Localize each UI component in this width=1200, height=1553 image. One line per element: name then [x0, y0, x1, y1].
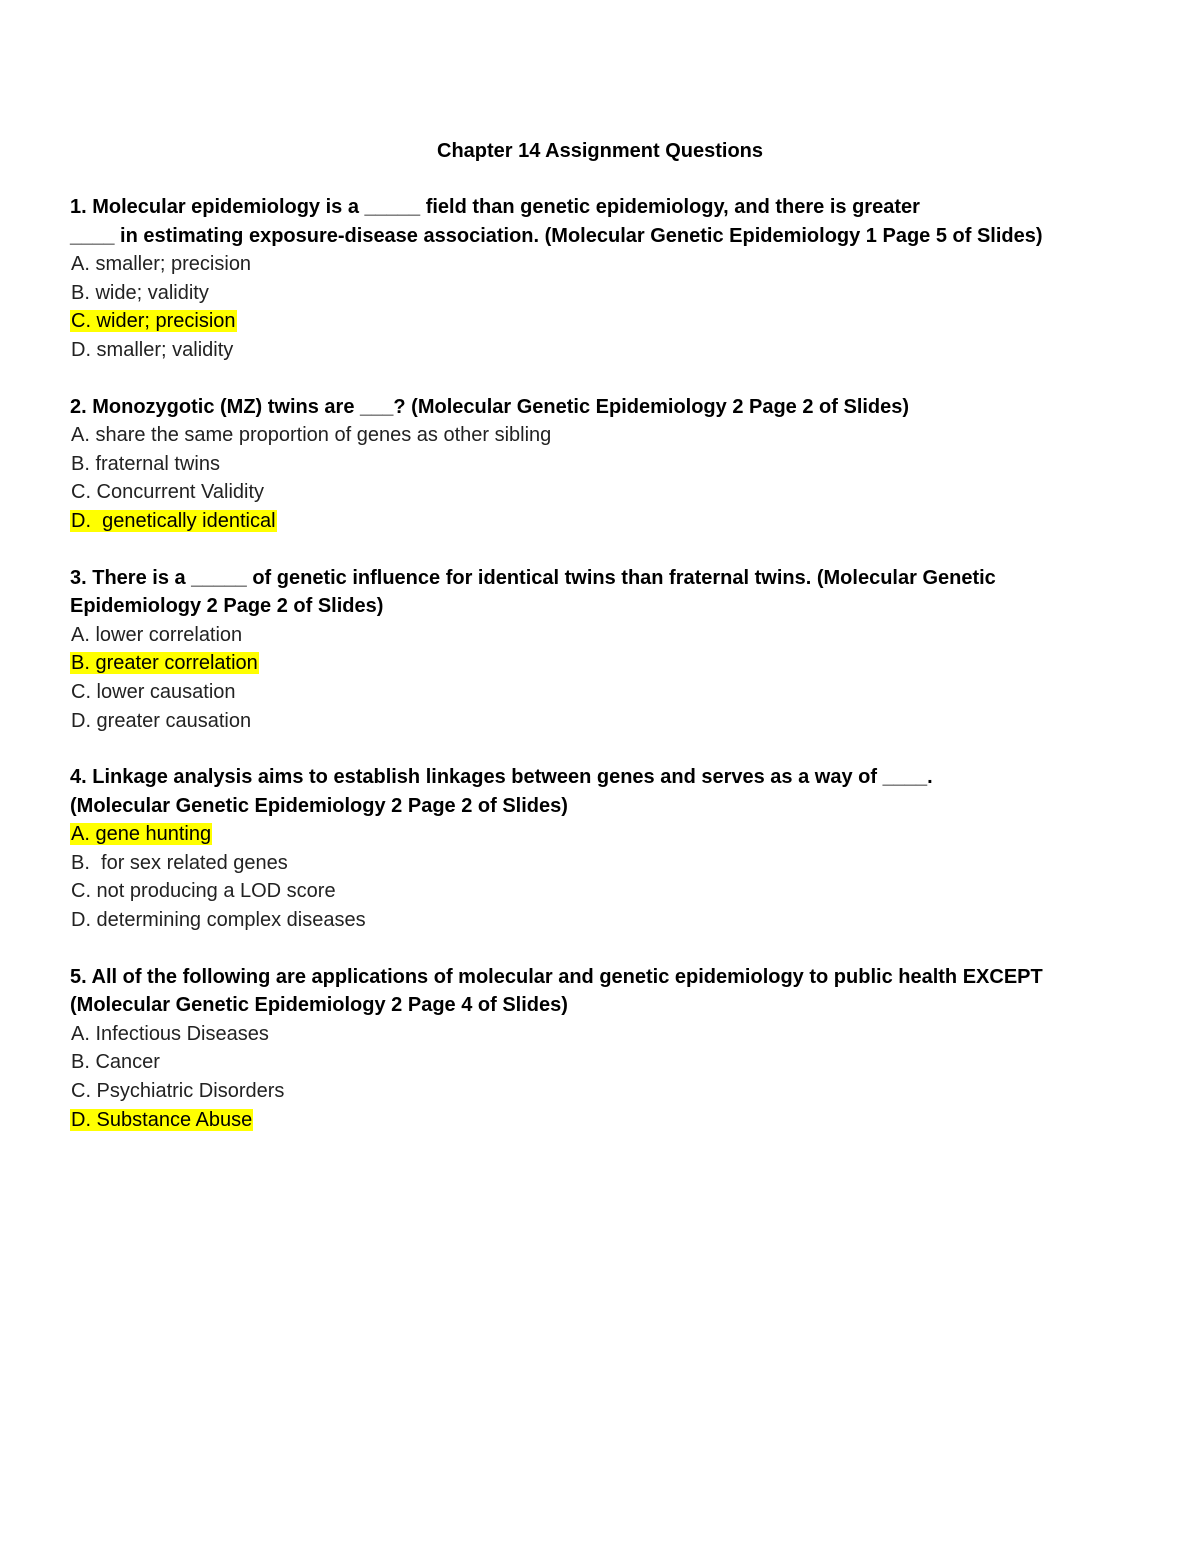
question-stem-line: ____ in estimating exposure-disease association. (Molecular Genetic Epidemiology 1 Page 5 of Slides)	[70, 224, 1043, 247]
answer-option-text: A. lower correlation	[71, 623, 243, 646]
answer-option-text: B. fraternal twins	[71, 452, 220, 475]
page-title: Chapter 14 Assignment Questions	[437, 140, 763, 162]
answer-option-text: B. for sex related genes	[71, 851, 288, 874]
answer-option-a	[70, 421, 1140, 450]
answer-option-text: D. genetically identical	[71, 509, 276, 532]
answer-option-d	[70, 507, 1140, 536]
answer-option-c	[70, 1077, 1140, 1106]
answer-option-a	[70, 820, 1140, 849]
answer-option-b	[70, 1048, 1140, 1077]
question-1	[70, 193, 1140, 365]
question-3	[70, 564, 1140, 736]
question-stem	[70, 193, 1140, 250]
question-stem	[70, 763, 1140, 820]
question-stem-line: Epidemiology 2 Page 2 of Slides)	[70, 595, 384, 618]
question-2	[70, 393, 1140, 536]
answer-option-text: C. not producing a LOD score	[71, 880, 336, 903]
question-stem-line: (Molecular Genetic Epidemiology 2 Page 4 of Slides)	[70, 994, 568, 1017]
answer-options	[70, 621, 1140, 735]
question-stem	[70, 393, 1140, 422]
question-stem-line: 4. Linkage analysis aims to establish linkages between genes and serves as a way of ____.	[70, 766, 933, 789]
question-5	[70, 963, 1140, 1135]
question-stem-line: 1. Molecular epidemiology is a _____ field than genetic epidemiology, and there is greater	[70, 196, 920, 218]
answer-option-text: C. Psychiatric Disorders	[71, 1080, 285, 1103]
answer-options	[70, 820, 1140, 934]
answer-option-text: D. greater causation	[71, 709, 252, 732]
answer-option-c	[70, 307, 1140, 336]
question-stem-line: 3. There is a _____ of genetic influence for identical twins than fraternal twins. (Molecular Genetic	[70, 566, 996, 589]
answer-options	[70, 1020, 1140, 1134]
answer-option-a	[70, 250, 1140, 279]
answer-option-text: D. smaller; validity	[71, 338, 234, 361]
question-stem-line: 2. Monozygotic (MZ) twins are ___? (Molecular Genetic Epidemiology 2 Page 2 of Slides)	[70, 395, 910, 418]
answer-option-a	[70, 1020, 1140, 1049]
question-stem	[70, 963, 1140, 1020]
answer-option-text: A. smaller; precision	[71, 253, 252, 276]
answer-option-c	[70, 877, 1140, 906]
answer-option-d	[70, 336, 1140, 365]
answer-option-d	[70, 906, 1140, 935]
answer-options	[70, 250, 1140, 364]
answer-option-c	[70, 478, 1140, 507]
document-page	[70, 136, 1140, 1162]
question-stem	[70, 564, 1140, 621]
answer-option-b	[70, 450, 1140, 479]
answer-option-b	[70, 849, 1140, 878]
answer-option-text: A. share the same proportion of genes as other sibling	[71, 424, 552, 447]
answer-option-text: B. greater correlation	[71, 652, 258, 675]
answer-option-text: C. wider; precision	[71, 310, 236, 333]
answer-option-text: B. wide; validity	[71, 281, 209, 304]
question-stem-line: 5. All of the following are applications of molecular and genetic epidemiology to public health EXCEPT	[70, 965, 1043, 988]
answer-options	[70, 421, 1140, 535]
answer-option-text: A. gene hunting	[71, 823, 212, 846]
answer-option-c	[70, 678, 1140, 707]
answer-option-b	[70, 279, 1140, 308]
answer-option-text: D. determining complex diseases	[71, 909, 366, 932]
question-4	[70, 763, 1140, 935]
answer-option-text: A. Infectious Diseases	[71, 1022, 269, 1045]
answer-option-d	[70, 707, 1140, 736]
answer-option-text: C. lower causation	[71, 680, 236, 703]
answer-option-b	[70, 649, 1140, 678]
answer-option-a	[70, 621, 1140, 650]
answer-option-d	[70, 1106, 1140, 1135]
answer-option-text: C. Concurrent Validity	[71, 481, 265, 504]
answer-option-text: B. Cancer	[71, 1051, 160, 1074]
answer-option-text: D. Substance Abuse	[71, 1108, 253, 1131]
question-stem-line: (Molecular Genetic Epidemiology 2 Page 2 of Slides)	[70, 794, 568, 817]
